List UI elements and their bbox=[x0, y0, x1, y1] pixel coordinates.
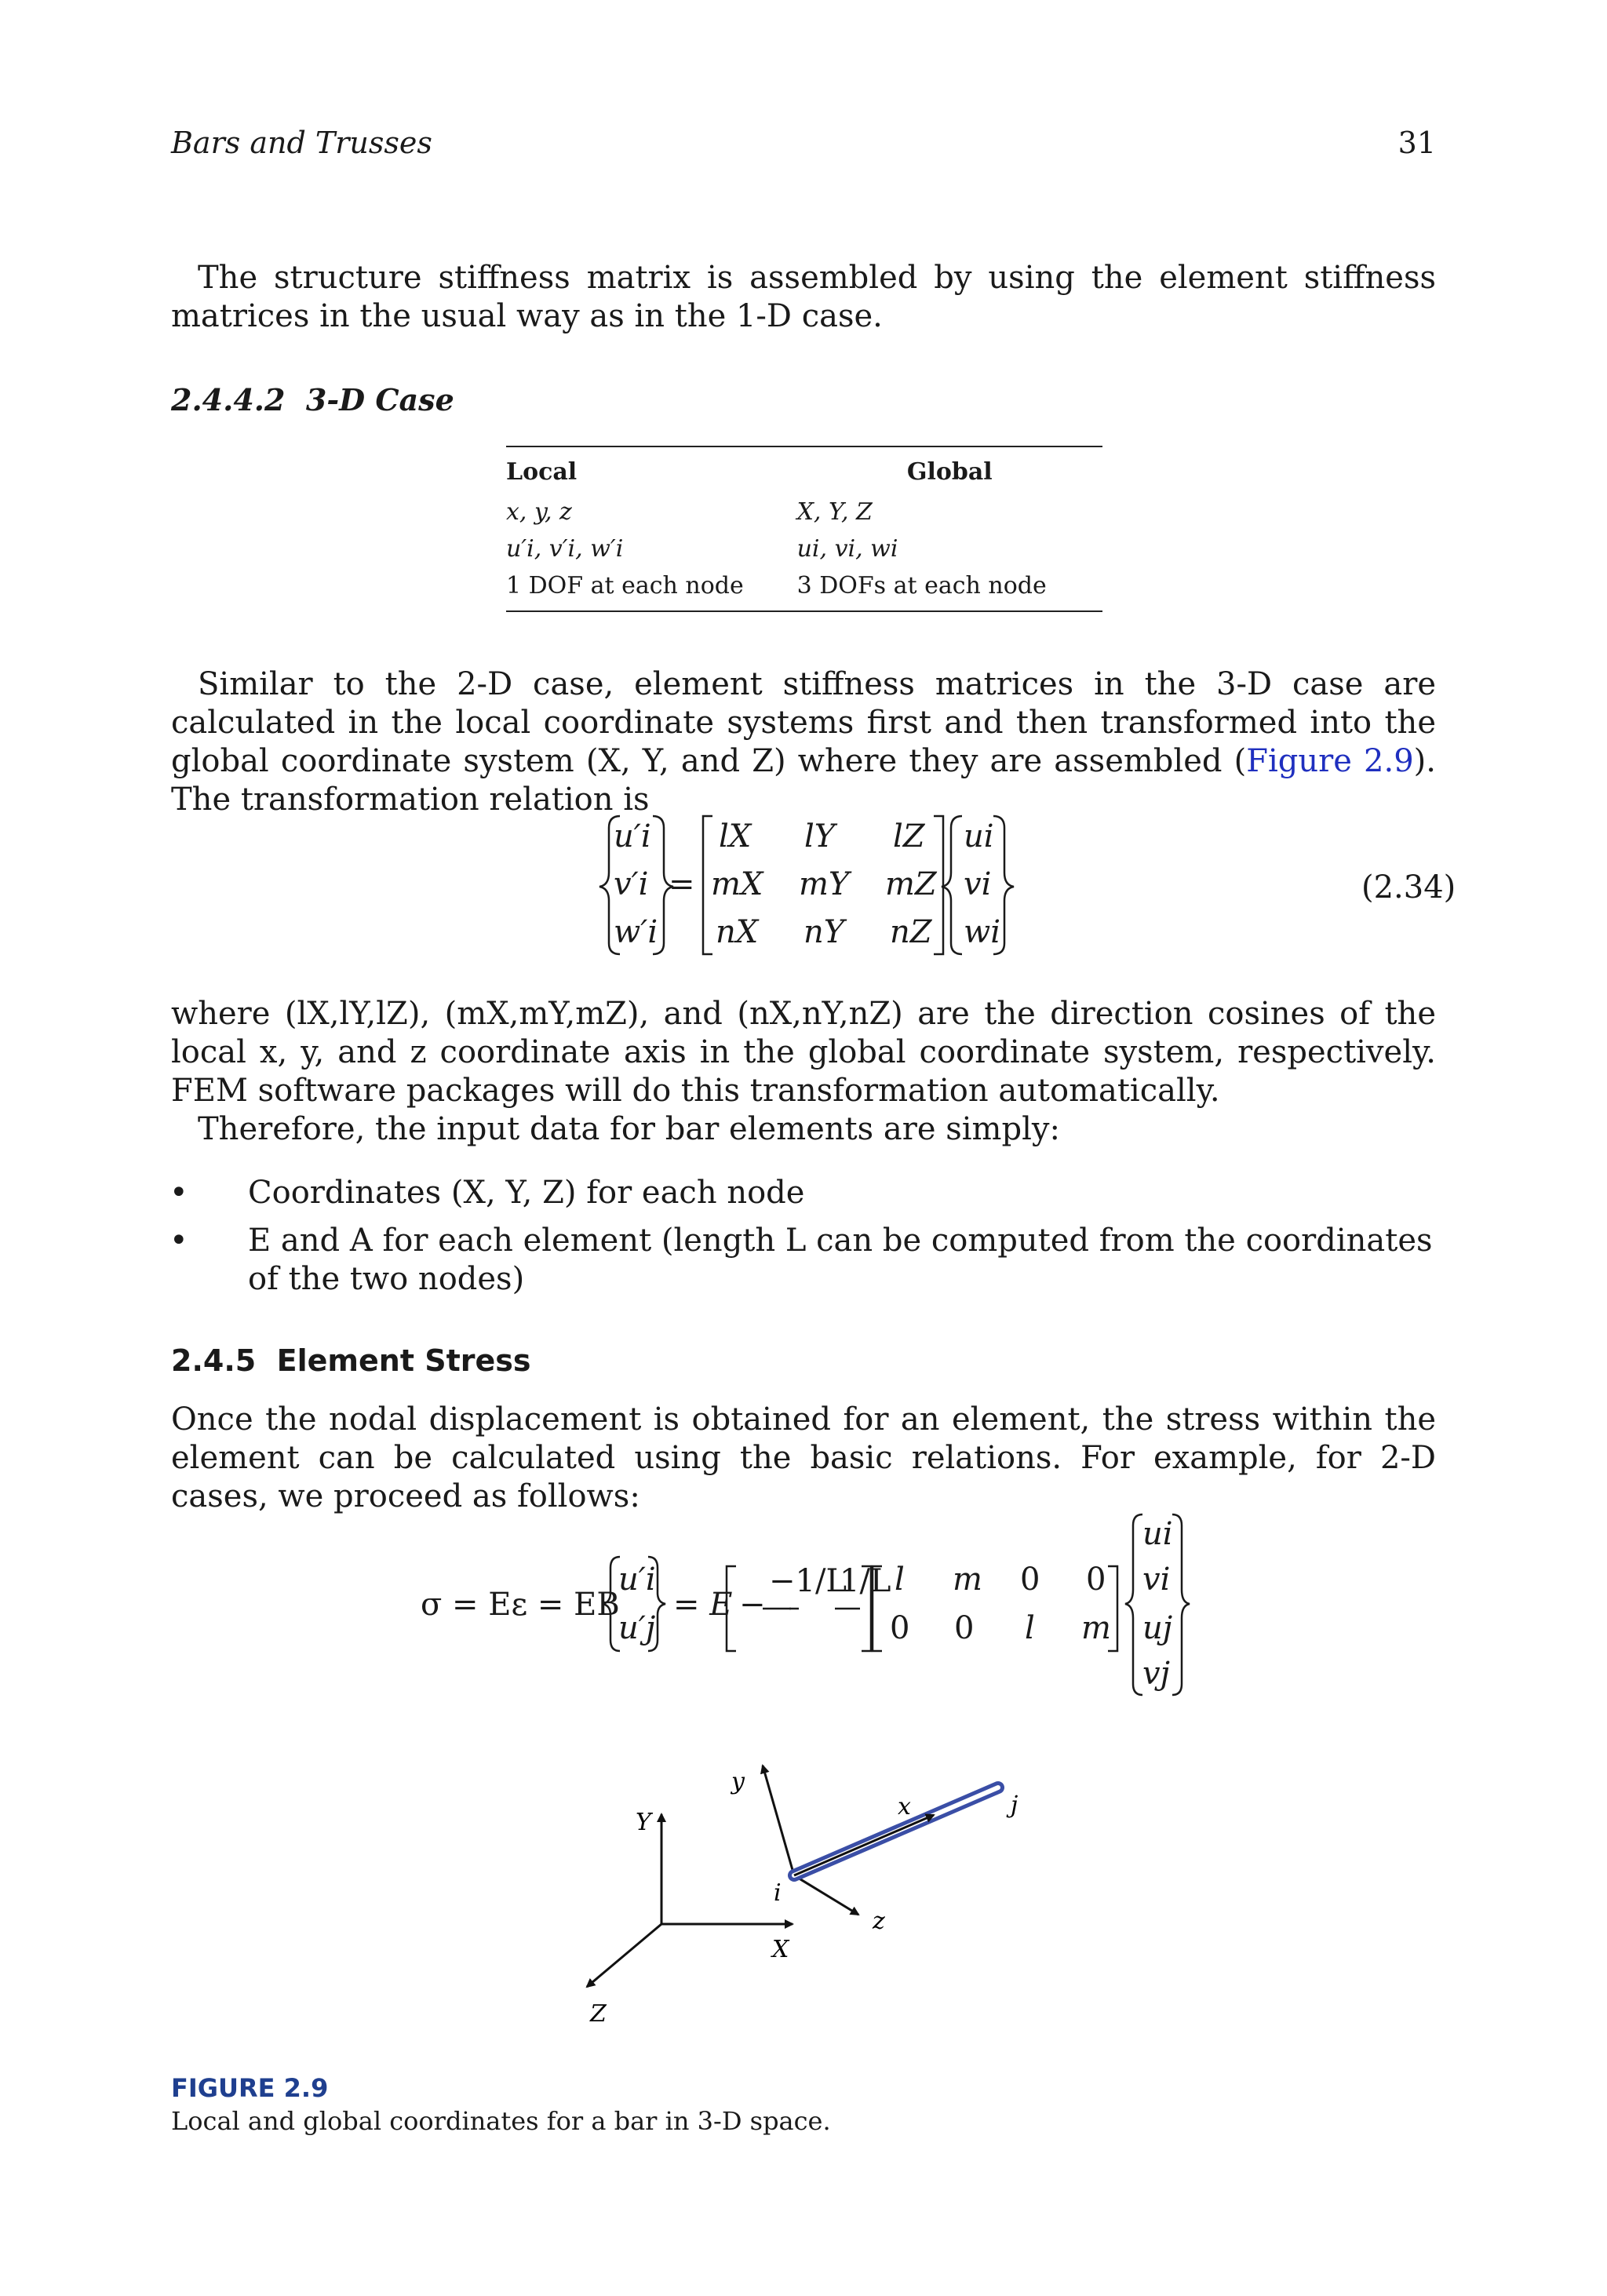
stress-vec2-1: vi bbox=[1142, 1562, 1171, 1598]
eq-m-01: lY bbox=[804, 818, 836, 855]
stress-m-13: m bbox=[1081, 1610, 1111, 1646]
bullet-dot: • bbox=[169, 1175, 188, 1211]
eq-lhs-2: w′i bbox=[614, 914, 658, 950]
therefore-paragraph: Therefore, the input data for bar elements are simply: bbox=[198, 1111, 1060, 1147]
table-cell: 1 DOF at each node bbox=[506, 572, 744, 600]
table-cell: ui, vi, wi bbox=[796, 535, 898, 563]
stress-m-02: 0 bbox=[1020, 1562, 1040, 1598]
stress-vec1-1: u′j bbox=[618, 1610, 656, 1646]
running-title: Bars and Trusses bbox=[171, 126, 432, 160]
stress-equals: = E bbox=[673, 1587, 733, 1623]
label-global-X: X bbox=[772, 1936, 789, 1963]
stress-m-01: m bbox=[953, 1562, 982, 1598]
bullet-dot: • bbox=[169, 1223, 188, 1259]
eq-rhs-1: vi bbox=[964, 866, 992, 902]
stress-paragraph: Once the nodal displacement is obtained for an element, the stress within the element can be calculated using the basic relations. For example, for 2-D cases, we proceed as follows: bbox=[171, 1401, 1436, 1514]
stress-frac1: −1/L bbox=[769, 1563, 847, 1599]
table-cell: u′i, v′i, w′i bbox=[506, 535, 624, 563]
local-y-axis bbox=[763, 1766, 794, 1875]
bullet-text: Coordinates (X, Y, Z) for each node bbox=[248, 1175, 805, 1211]
label-node-i: i bbox=[774, 1879, 782, 1907]
figure-caption-label: FIGURE 2.9 bbox=[171, 2073, 329, 2103]
stress-lhs-text: σ = Eε = EB bbox=[421, 1587, 620, 1623]
stress-frac2: 1/L bbox=[840, 1563, 891, 1599]
similar-text-after: ). The transformation relation is bbox=[171, 743, 1436, 818]
eq-m-12: mZ bbox=[885, 866, 937, 902]
label-y-local: y bbox=[731, 1768, 745, 1795]
stress-m-10: 0 bbox=[890, 1610, 910, 1646]
table-header-local: Local bbox=[506, 458, 578, 486]
stress-minus: − bbox=[739, 1587, 766, 1623]
figure-caption-text: Local and global coordinates for a bar in 3-D space. bbox=[171, 2106, 831, 2136]
subsection-title: 3-D Case bbox=[305, 382, 454, 417]
stress-vec2-2: uj bbox=[1142, 1610, 1173, 1646]
label-z-local: z bbox=[873, 1908, 885, 1935]
eq-rhs-0: ui bbox=[964, 818, 994, 855]
page-number: 31 bbox=[1397, 126, 1436, 160]
eq-lhs-0: u′i bbox=[614, 818, 651, 855]
eq-m-00: lX bbox=[719, 818, 752, 855]
eq-lhs-1: v′i bbox=[614, 866, 649, 902]
eq-m-20: nX bbox=[716, 914, 759, 950]
stress-vec2-0: ui bbox=[1142, 1516, 1173, 1552]
stress-m-11: 0 bbox=[954, 1610, 975, 1646]
global-z-axis bbox=[587, 1924, 661, 1987]
intro-paragraph: The structure stiffness matrix is assembled by using the element stiffness matrices in the usual way as in the 1-D case. bbox=[171, 260, 1436, 334]
similar-text-before: Similar to the 2-D case, element stiffness matrices in the 3-D case are calculated in the local coordinate systems first and then transformed into the global coordinate system (X, Y, and Z) where they are assembled ( bbox=[171, 666, 1436, 779]
eq-m-22: nZ bbox=[890, 914, 932, 950]
label-node-j: j bbox=[1011, 1791, 1018, 1819]
section-number: 2.4.5 bbox=[171, 1343, 257, 1378]
stress-m-12: l bbox=[1025, 1610, 1035, 1646]
label-x-local: x bbox=[898, 1793, 911, 1820]
table-cell: X, Y, Z bbox=[796, 498, 873, 526]
local-z-axis bbox=[794, 1875, 858, 1915]
figure-link[interactable]: Figure 2.9 bbox=[1246, 743, 1414, 779]
eq-m-21: nY bbox=[804, 914, 845, 950]
stress-m-00: l bbox=[895, 1562, 905, 1598]
subsection-number: 2.4.4.2 bbox=[171, 382, 286, 417]
eq-rhs-2: wi bbox=[964, 914, 1001, 950]
eq-m-02: lZ bbox=[893, 818, 925, 855]
eq-m-10: mX bbox=[711, 866, 763, 902]
section-title: Element Stress bbox=[276, 1343, 531, 1378]
table-cell: 3 DOFs at each node bbox=[796, 572, 1047, 600]
stress-vec2-3: vj bbox=[1142, 1656, 1170, 1692]
label-global-Y: Y bbox=[636, 1809, 651, 1836]
stress-vec1-0: u′i bbox=[618, 1562, 656, 1598]
eq-m-11: mY bbox=[799, 866, 850, 902]
local-x-axis bbox=[794, 1815, 934, 1875]
where-paragraph: where (lX,lY,lZ), (mX,mY,mZ), and (nX,nY,nZ) are the direction cosines of the local x, y, and z coordinate axis in the global coordinate system, respectively. FEM software packages will do this transformation automatically. bbox=[171, 996, 1436, 1109]
table-header-global: Global bbox=[906, 458, 993, 486]
eq-equals: = bbox=[669, 866, 695, 902]
table-cell: x, y, z bbox=[506, 498, 572, 526]
label-global-Z: Z bbox=[590, 2000, 607, 2028]
bullet-text: E and A for each element (length L can be computed from the coordinates of the two nodes) bbox=[248, 1223, 1433, 1297]
stress-m-03: 0 bbox=[1086, 1562, 1106, 1598]
equation-number: (2.34) bbox=[1361, 869, 1456, 906]
